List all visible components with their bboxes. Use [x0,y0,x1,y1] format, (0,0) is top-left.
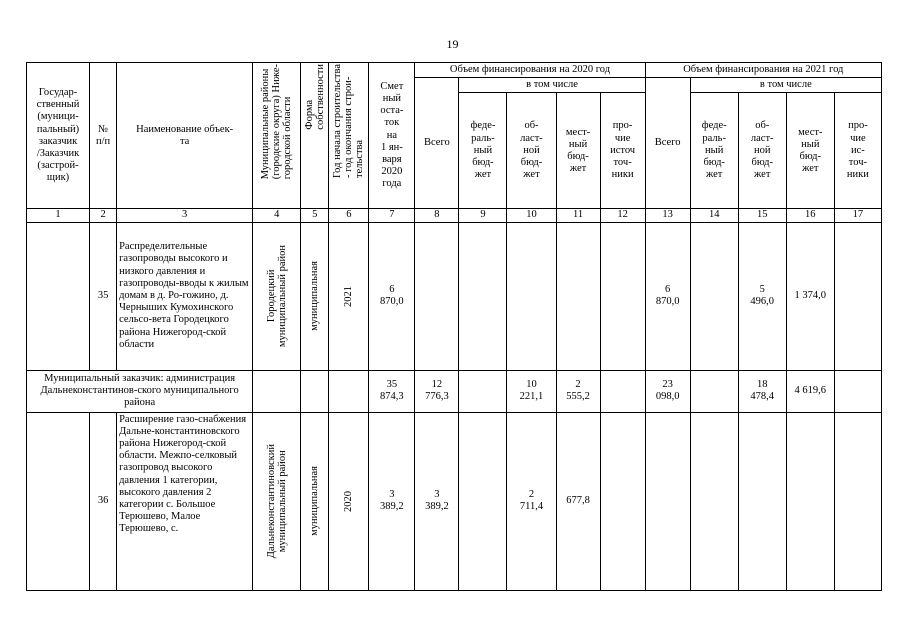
column-index: 12 [600,209,645,222]
header-fin-2020: Объем финансирования на 2020 год [415,63,645,78]
other-2020 [600,412,645,590]
ownership-cell [301,222,329,370]
page-number: 19 [446,37,459,51]
local-2020 [556,222,600,370]
column-index: 17 [834,209,881,222]
column-index-row [27,209,882,222]
ownership-cell [301,412,329,590]
regional-2020: 10 221,1 [507,370,556,412]
column-index: 5 [301,209,329,222]
header-row-1 [27,63,882,78]
header-ownership: Форма собственности [303,64,326,130]
regional-2020 [507,222,556,370]
header-number: № п/п [90,63,117,209]
total-2021: 6 870,0 [645,222,690,370]
header-local-2020: мест- ный бюд- жет [556,93,600,209]
total-2021 [645,412,690,590]
column-index: 2 [90,209,117,222]
table-row-36 [27,412,882,590]
column-index: 3 [117,209,253,222]
header-other-2020: про- чие источ точ- ники [600,93,645,209]
table-row-35 [27,222,882,370]
column-index: 13 [645,209,690,222]
ownership-cell [301,370,329,412]
header-fin-2021: Объем финансирования на 2021 год [645,63,881,78]
column-index: 7 [369,209,415,222]
header-federal-2020: феде- раль- ный бюд- жет [459,93,507,209]
local-2021: 4 619,6 [786,370,834,412]
local-2021 [786,412,834,590]
other-2020 [600,370,645,412]
municipal-customer-label: Муниципальный заказчик: администрация Дальнеконстантинов-ского муниципального района [27,370,253,412]
district-name: Городецкий муниципальный район [265,245,288,348]
header-including-2020: в том числе [459,78,645,93]
regional-2021: 5 496,0 [738,222,786,370]
header-customer: Государ- ственный (муници- пальный) заказчик /Заказчик (застрой- щик) [27,63,90,209]
header-districts: Муниципальные районы (городские округа) Ниже- городской области [260,64,294,180]
federal-2020 [459,370,507,412]
object-name: Расширение газо-снабжения Дальне-константиновского района Нижегород-ской области. Межпо-селковый газопровод высокого давления 1 категории, высокого давления 2 категории с. Большое Терюшево, Малое Терюшево, с. [117,412,253,590]
column-index: 15 [738,209,786,222]
district-cell [253,222,301,370]
header-ownership-cell [301,63,329,209]
other-2021 [834,412,881,590]
construction-years: 2021 [343,285,355,307]
total-2020: 3 389,2 [415,412,459,590]
row-number: 36 [90,412,117,590]
column-index: 8 [415,209,459,222]
header-estimate: Смет ный оста- ток на 1 ян- варя 2020 года [369,63,415,209]
header-regional-2021: об- ласт- ной бюд- жет [738,93,786,209]
header-years: Год начала строительства - год окончания строи- тельства [332,64,366,178]
year-cell [329,370,369,412]
federal-2021 [690,412,738,590]
district-cell [253,412,301,590]
column-index: 9 [459,209,507,222]
local-2020: 2 555,2 [556,370,600,412]
federal-2020 [459,222,507,370]
column-index: 14 [690,209,738,222]
header-regional-2020: об- ласт- ной бюд- жет [507,93,556,209]
header-federal-2021: феде- раль- ный бюд- жет [690,93,738,209]
header-object-name: Наименование объек- та [117,63,253,209]
header-including-2021: в том числе [690,78,881,93]
header-districts-cell [253,63,301,209]
year-cell [329,222,369,370]
construction-years: 2020 [343,490,355,512]
total-2020 [415,222,459,370]
object-name: Распределительные газопроводы высокого и низкого давления и газопроводы-вводы к жилым домам в д. Ро-гожино, д. Черныших Кумохинского сельсо-вета Городецкого района Нижегород-ской области [117,222,253,370]
year-cell [329,412,369,590]
header-total-2020: Всего [415,78,459,209]
other-2021 [834,222,881,370]
local-2021: 1 374,0 [786,222,834,370]
regional-2021 [738,412,786,590]
financing-table [26,62,882,591]
summary-row [27,370,882,412]
federal-2020 [459,412,507,590]
federal-2021 [690,222,738,370]
local-2020: 677,8 [556,412,600,590]
total-2020: 12 776,3 [415,370,459,412]
regional-2021: 18 478,4 [738,370,786,412]
header-local-2021: мест- ный бюд- жет [786,93,834,209]
ownership-form: муниципальная [309,466,321,537]
other-2020 [600,222,645,370]
estimate-balance: 3 389,2 [369,412,415,590]
total-2021: 23 098,0 [645,370,690,412]
district-cell [253,370,301,412]
estimate-balance: 35 874,3 [369,370,415,412]
header-total-2021: Всего [645,78,690,209]
column-index: 4 [253,209,301,222]
other-2021 [834,370,881,412]
cell-customer-empty [27,222,90,370]
column-index: 1 [27,209,90,222]
district-name: Дальнеконстантиновский муниципальный район [265,443,288,559]
federal-2021 [690,370,738,412]
column-index: 16 [786,209,834,222]
row-number: 35 [90,222,117,370]
header-other-2021: про- чие ис- точ- ники [834,93,881,209]
column-index: 10 [507,209,556,222]
column-index: 6 [329,209,369,222]
regional-2020: 2 711,4 [507,412,556,590]
column-index: 11 [556,209,600,222]
ownership-form: муниципальная [309,261,321,332]
cell-customer-empty [27,412,90,590]
estimate-balance: 6 870,0 [369,222,415,370]
header-years-cell [329,63,369,209]
